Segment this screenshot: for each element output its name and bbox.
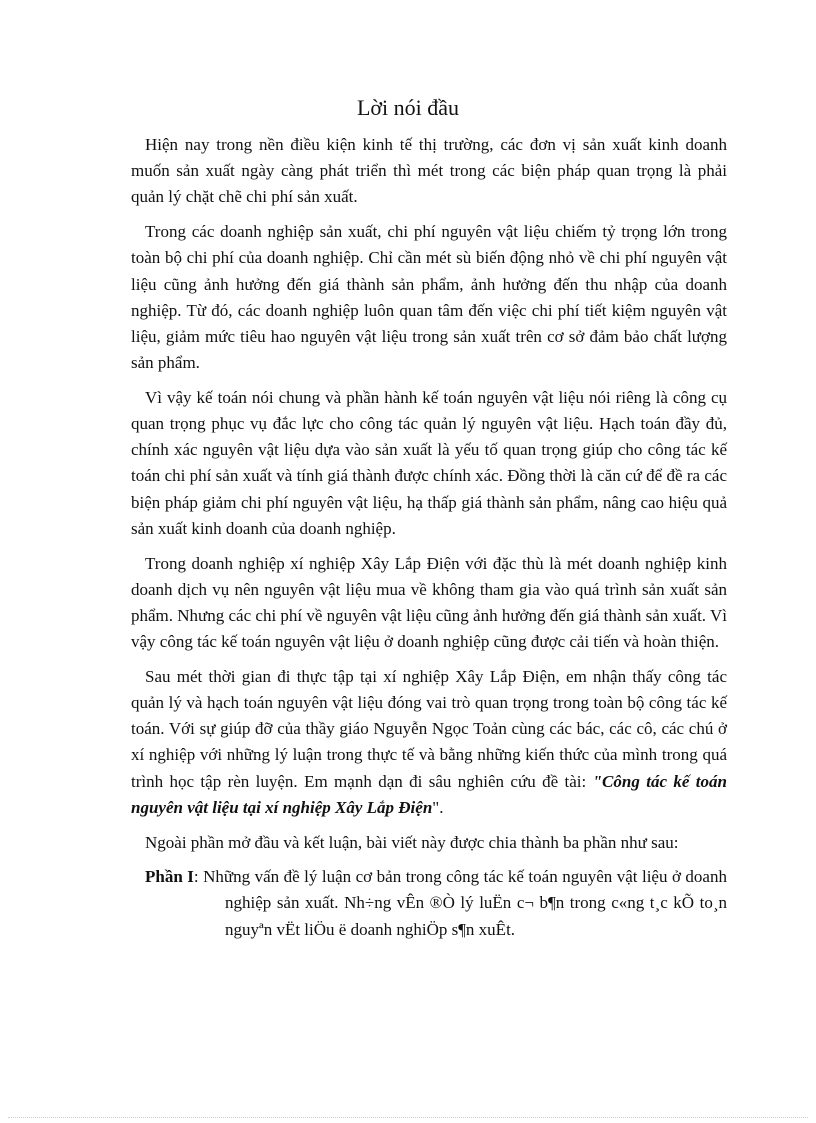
part-1-text: Những vấn đề lý luận cơ bản trong công tác kế toán nguyên vật liệu ở doanh nghiệp sản xuất. Nh÷ng vÊn ®Ò lý luËn c¬ b¶n trong c«ng t¸c kÕ to¸n nguyªn vËt liÖu ë doanh nghiÖp s¶n xuÊt. — [203, 867, 727, 939]
paragraph-5-text: Sau mét thời gian đi thực tập tại xí nghiệp Xây Lắp Điện, em nhận thấy công tác quản lý và hạch toán nguyên vật liệu đóng vai trò quan trọng trong toàn bộ công tác kế toán. Với sự giúp đỡ của thầy giáo Nguyễn Ngọc Toản cùng các bác, các cô, các chú ở xí nghiệp với những lý luận trong thực tế và bằng những kiến thức của mình trong quá trình học tập rèn luyện. Em mạnh dạn đi sâu nghiên cứu đề tài: — [131, 666, 727, 791]
parts-intro — [145, 830, 727, 856]
paragraph-4 — [131, 551, 727, 656]
page-bottom-border — [8, 1117, 808, 1118]
parts-intro-text: Ngoài phần mở đầu và kết luận, bài viết này được chia thành ba phần như sau: — [145, 832, 679, 852]
thesis-topic: "Công tác kế toán nguyên vật liệu tại xí nghiệp Xây Lắp Điện — [131, 771, 727, 817]
paragraph-2-text: Trong các doanh nghiệp sản xuất, chi phí nguyên vật liệu chiếm tỷ trọng lớn trong toàn bộ chi phí của doanh nghiệp. Chỉ cần mét sù biến động nhỏ về chi phí nguyên vật liệu cũng ảnh hưởng đến giá thành sản phẩm, ảnh hưởng đến thu nhập của doanh nghiệp. Từ đó, các doanh nghiệp luôn quan tâm đến việc chi phí tiết kiệm nguyên vật liệu, giảm mức tiêu hao nguyên vật liệu trong sản xuất trên cơ sở đảm bảo chất lượng sản phẩm. — [131, 222, 727, 373]
part-1-label: Phần I — [145, 867, 194, 887]
paragraph-2 — [131, 219, 727, 376]
part-1-row — [145, 864, 727, 943]
paragraph-4-text: Trong doanh nghiệp xí nghiệp Xây Lắp Điện với đặc thù là mét doanh nghiệp kinh doanh dịch vụ nên nguyên vật liệu mua về không tham gia vào quá trình sản xuất sản phẩm. Nhưng các chi phí về nguyên vật liệu cũng ảnh hưởng đến giá thành sản xuất. Vì vậy công tác kế toán nguyên vật liệu ở doanh nghiệp cũng được cải tiến và hoàn thiện. — [131, 553, 727, 652]
paragraph-5-end: ". — [432, 797, 444, 817]
page-title: Lời nói đầu — [356, 95, 460, 120]
paragraph-3-text: Vì vậy kế toán nói chung và phần hành kế toán nguyên vật liệu nói riêng là công cụ quan trọng phục vụ đắc lực cho công tác quản lý nguyên vật liệu. Hạch toán đầy đủ, chính xác nguyên vật liệu dựa vào sản xuất là yếu tố quan trọng giúp cho công tác kế toán chi phí sản xuất và tính giá thành được chính xác. Đồng thời là căn cứ để đề ra các biện pháp giảm chi phí nguyên vật liệu, hạ thấp giá thành sản phẩm, nâng cao hiệu quả sản xuất kinh doanh của doanh nghiệp. — [131, 387, 727, 538]
paragraph-1-text: Hiện nay trong nền điều kiện kinh tế thị trường, các đơn vị sản xuất kinh doanh muốn sản xuất ngày càng phát triển thì mét trong các biện pháp quan trọng là phải quản lý chặt chẽ chi phí sản xuất. — [131, 135, 727, 207]
paragraph-5 — [131, 664, 727, 821]
part-1-block — [145, 864, 727, 943]
part-1-colon: : — [193, 867, 204, 887]
paragraph-3 — [131, 385, 727, 542]
paragraph-1 — [131, 132, 727, 211]
document-body — [131, 132, 727, 943]
